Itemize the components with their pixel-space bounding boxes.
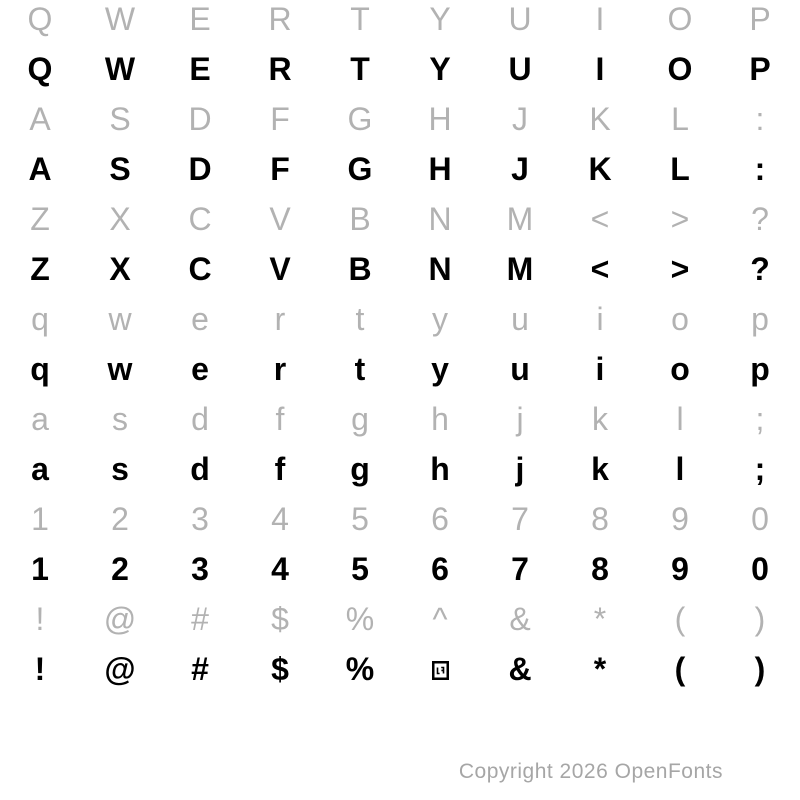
glyph-cell: u: [510, 351, 530, 387]
glyph-cell: <: [590, 201, 610, 237]
glyph-cell: 6: [431, 551, 449, 587]
glyph-cell: i: [596, 301, 604, 337]
glyph-cell: <: [590, 251, 610, 287]
glyph-cell: 6: [431, 501, 449, 537]
glyph-cell: @: [104, 651, 136, 687]
glyph-cell: 3: [191, 501, 209, 537]
glyph-row: [0, 244, 800, 294]
glyph-cell: *: [593, 601, 607, 637]
glyph-cell: A: [29, 101, 51, 137]
glyph-cell: [400, 644, 480, 694]
glyph-cell: y: [432, 301, 448, 337]
glyph-cell: F: [270, 101, 290, 137]
glyph-cell: T: [350, 1, 370, 37]
glyph-row: [0, 94, 800, 144]
glyph-cell: w: [108, 301, 132, 337]
glyph-cell: *: [593, 651, 607, 687]
glyph-cell: F: [270, 151, 290, 187]
glyph-cell: E: [189, 51, 211, 87]
glyph-cell: &: [509, 601, 531, 637]
glyph-cell: X: [109, 201, 131, 237]
glyph-cell: E: [189, 1, 211, 37]
glyph-cell: k: [591, 451, 609, 487]
glyph-cell: #: [191, 601, 209, 637]
glyph-cell: r: [273, 351, 287, 387]
glyph-cell: !: [34, 651, 46, 687]
glyph-cell: Q: [27, 1, 53, 37]
glyph-cell: ?: [750, 251, 770, 287]
glyph-cell: k: [592, 401, 608, 437]
glyph-cell: !: [35, 601, 45, 637]
glyph-cell: >: [670, 201, 690, 237]
glyph-cell: S: [109, 151, 131, 187]
glyph-cell: 0: [751, 551, 769, 587]
glyph-cell: P: [749, 51, 771, 87]
glyph-row: [0, 544, 800, 594]
glyph-cell: >: [670, 251, 690, 287]
glyph-cell: ): [754, 601, 766, 637]
glyph-cell: s: [111, 451, 129, 487]
glyph-cell: 3: [191, 551, 209, 587]
glyph-cell: &: [508, 651, 532, 687]
glyph-cell: U: [508, 1, 532, 37]
glyph-cell: d: [191, 401, 209, 437]
glyph-cell: P: [749, 1, 771, 37]
glyph-cell: s: [112, 401, 128, 437]
glyph-cell: N: [428, 201, 452, 237]
glyph-row: [0, 294, 800, 344]
glyph-cell: i: [595, 351, 605, 387]
glyph-cell: R: [268, 51, 292, 87]
glyph-row: [0, 144, 800, 194]
glyph-cell: l: [675, 451, 685, 487]
glyph-cell: R: [268, 1, 292, 37]
glyph-cell: h: [431, 401, 449, 437]
glyph-cell: G: [347, 101, 373, 137]
glyph-cell: 8: [591, 501, 609, 537]
glyph-cell: (: [674, 601, 686, 637]
glyph-cell: y: [431, 351, 449, 387]
glyph-cell: ;: [754, 451, 766, 487]
glyph-cell: 7: [511, 551, 529, 587]
glyph-cell: U: [508, 51, 532, 87]
glyph-cell: ^: [432, 601, 448, 637]
glyph-cell: q: [30, 351, 50, 387]
glyph-cell: W: [104, 1, 136, 37]
glyph-cell: I: [595, 1, 605, 37]
glyph-cell: d: [190, 451, 210, 487]
glyph-row: [0, 194, 800, 244]
glyph-cell: g: [351, 401, 369, 437]
glyph-cell: 1: [31, 501, 49, 537]
glyph-cell: M: [506, 201, 534, 237]
glyph-cell: p: [750, 351, 770, 387]
glyph-cell: V: [269, 201, 291, 237]
glyph-cell: ;: [755, 401, 765, 437]
glyph-cell: h: [430, 451, 450, 487]
glyph-cell: B: [348, 251, 372, 287]
glyph-cell: S: [109, 101, 131, 137]
glyph-cell: j: [515, 451, 525, 487]
glyph-cell: N: [428, 251, 452, 287]
glyph-cell: $: [271, 651, 289, 687]
glyph-cell: r: [274, 301, 286, 337]
glyph-cell: 2: [111, 501, 129, 537]
glyph-cell: 8: [591, 551, 609, 587]
glyph-cell: l: [676, 401, 684, 437]
glyph-cell: o: [670, 351, 690, 387]
glyph-cell: g: [350, 451, 370, 487]
glyph-cell: f: [274, 451, 286, 487]
missing-glyph-box-icon: [432, 661, 449, 680]
glyph-cell: H: [428, 151, 452, 187]
glyph-cell: o: [671, 301, 689, 337]
glyph-cell: 5: [351, 501, 369, 537]
glyph-cell: f: [275, 401, 285, 437]
glyph-cell: Y: [429, 1, 451, 37]
glyph-cell: D: [188, 151, 212, 187]
glyph-cell: 5: [351, 551, 369, 587]
glyph-cell: e: [191, 351, 209, 387]
glyph-cell: G: [347, 151, 373, 187]
glyph-cell: Q: [27, 51, 53, 87]
glyph-cell: H: [428, 101, 452, 137]
glyph-row: [0, 344, 800, 394]
glyph-cell: a: [31, 451, 49, 487]
glyph-cell: ?: [751, 201, 769, 237]
glyph-cell: 4: [271, 551, 289, 587]
glyph-row: [0, 644, 800, 694]
glyph-cell: 2: [111, 551, 129, 587]
glyph-row: [0, 44, 800, 94]
glyph-cell: B: [349, 201, 371, 237]
glyph-cell: 9: [671, 551, 689, 587]
glyph-cell: :: [754, 151, 766, 187]
glyph-cell: t: [354, 351, 366, 387]
glyph-cell: 0: [751, 501, 769, 537]
glyph-cell: Y: [429, 51, 451, 87]
glyph-cell: W: [104, 51, 136, 87]
glyph-row: [0, 594, 800, 644]
glyph-cell: A: [28, 151, 52, 187]
glyph-cell: t: [355, 301, 365, 337]
glyph-cell: a: [31, 401, 49, 437]
glyph-cell: O: [667, 51, 693, 87]
glyph-cell: Z: [30, 251, 50, 287]
glyph-cell: #: [191, 651, 209, 687]
glyph-cell: u: [511, 301, 529, 337]
glyph-cell: 4: [271, 501, 289, 537]
glyph-cell: Z: [30, 201, 50, 237]
glyph-cell: $: [271, 601, 289, 637]
glyph-cell: %: [345, 651, 375, 687]
glyph-cell: X: [109, 251, 131, 287]
glyph-row: [0, 394, 800, 444]
glyph-cell: (: [674, 651, 686, 687]
glyph-cell: T: [350, 51, 370, 87]
glyph-cell: K: [588, 151, 612, 187]
glyph-cell: j: [516, 401, 524, 437]
glyph-cell: C: [188, 251, 212, 287]
glyph-cell: I: [595, 51, 605, 87]
glyph-cell: J: [511, 151, 529, 187]
glyph-cell: 7: [511, 501, 529, 537]
glyph-cell: O: [667, 1, 693, 37]
glyph-cell: L: [671, 101, 689, 137]
glyph-cell: V: [269, 251, 291, 287]
glyph-row: [0, 444, 800, 494]
glyph-cell: D: [188, 101, 212, 137]
glyph-cell: J: [512, 101, 528, 137]
glyph-row: [0, 0, 800, 44]
glyph-cell: 9: [671, 501, 689, 537]
glyph-cell: K: [589, 101, 611, 137]
glyph-cell: p: [751, 301, 769, 337]
glyph-cell: %: [345, 601, 375, 637]
glyph-row: [0, 494, 800, 544]
glyph-cell: M: [506, 251, 534, 287]
glyph-cell: C: [188, 201, 212, 237]
glyph-cell: L: [670, 151, 690, 187]
glyph-cell: q: [31, 301, 49, 337]
glyph-cell: w: [107, 351, 133, 387]
glyph-cell: :: [755, 101, 765, 137]
glyph-cell: @: [103, 601, 137, 637]
copyright-text: Copyright 2026 OpenFonts: [458, 760, 723, 783]
glyph-cell: ): [754, 651, 766, 687]
glyph-cell: 1: [31, 551, 49, 587]
glyph-cell: e: [191, 301, 209, 337]
